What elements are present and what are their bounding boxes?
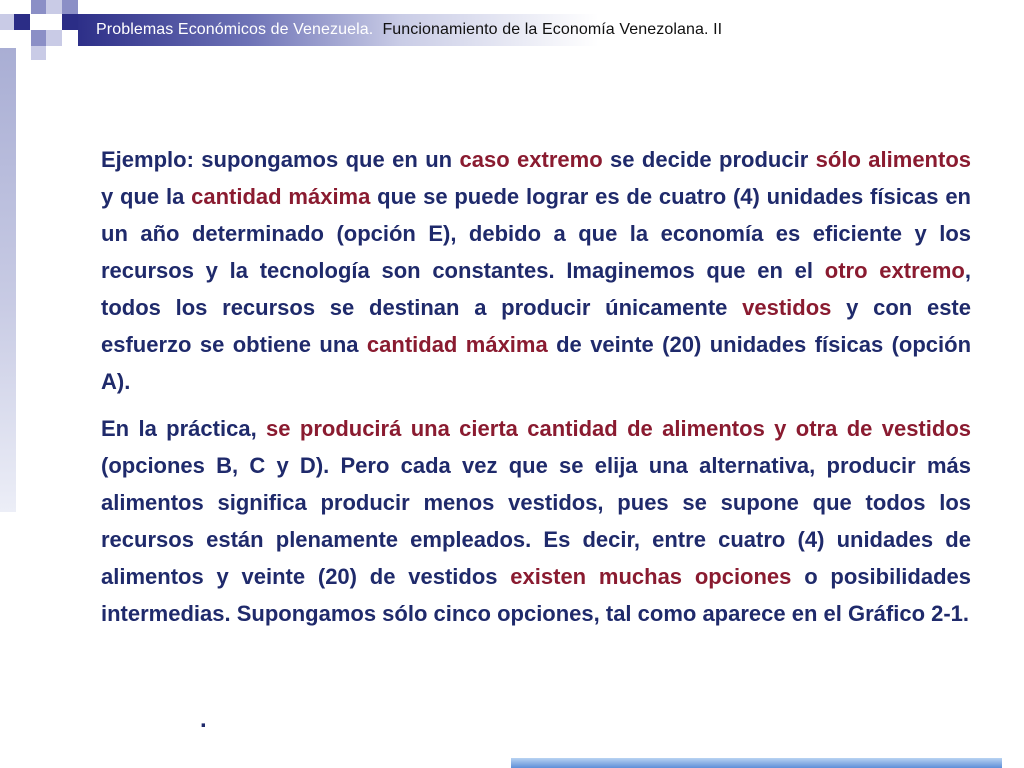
- text-span: y con este esfuerzo se obtiene una: [101, 295, 971, 357]
- corner-square-dark: [14, 14, 30, 30]
- text-span: (opciones B, C y D). Pero cada vez que se elija una alternativa, producir más alimentos significa producir menos vestidos, pues se supone que todos los recursos están plenamente empleados. Es decir, entre cuatro (4) unidades de alimentos y veinte (20) de vestidos: [101, 453, 971, 589]
- left-decorative-strip: [0, 48, 16, 512]
- text-span: y que la: [101, 184, 192, 209]
- slide-header: [96, 20, 722, 40]
- paragraph-1: [101, 141, 971, 400]
- bottom-decorative-bar: [511, 758, 1002, 768]
- text-span: Ejemplo: supongamos que en un: [101, 147, 460, 172]
- corner-square-light: [31, 46, 46, 60]
- slide-body: [101, 141, 971, 632]
- corner-square-mid: [31, 30, 46, 46]
- text-span: se decide producir: [602, 147, 816, 172]
- text-span: , todos los recursos se destinan a producir únicamente: [101, 258, 972, 320]
- highlight-span: vestidos: [742, 295, 832, 320]
- corner-square-dark: [62, 14, 78, 30]
- corner-square-light: [46, 30, 62, 46]
- highlight-span: sólo alimentos: [815, 147, 971, 172]
- corner-square-mid: [62, 0, 78, 14]
- highlight-span: se producirá una cierta cantidad de alimentos y otra de vestidos: [266, 416, 971, 441]
- highlight-span: caso extremo: [459, 147, 603, 172]
- highlight-span: existen muchas opciones: [510, 564, 792, 589]
- corner-square-light: [46, 0, 62, 14]
- highlight-span: cantidad máxima: [366, 332, 548, 357]
- paragraph-2: [101, 410, 971, 632]
- header-title-part2: Funcionamiento de la Economía Venezolana. II: [382, 21, 723, 38]
- highlight-span: cantidad máxima: [191, 184, 371, 209]
- trailing-dot: .: [200, 706, 207, 733]
- corner-square-mid: [31, 0, 46, 14]
- text-span: En la práctica,: [101, 416, 267, 441]
- highlight-span: otro extremo: [824, 258, 965, 283]
- text-span: o posibilidades intermedias. Supongamos sólo cinco opciones, tal como aparece en el Gráfico 2-1.: [101, 564, 971, 626]
- text-span: de veinte (20) unidades físicas (opción A).: [101, 332, 972, 394]
- header-title-part1: Problemas Económicos de Venezuela.: [96, 21, 374, 38]
- corner-square-light: [0, 14, 14, 30]
- text-span: que se puede lograr es de cuatro (4) unidades físicas en un año determinado (opción E), debido a que la economía es eficiente y los recursos y la tecnología son constantes. Imaginemos que en el: [101, 184, 971, 283]
